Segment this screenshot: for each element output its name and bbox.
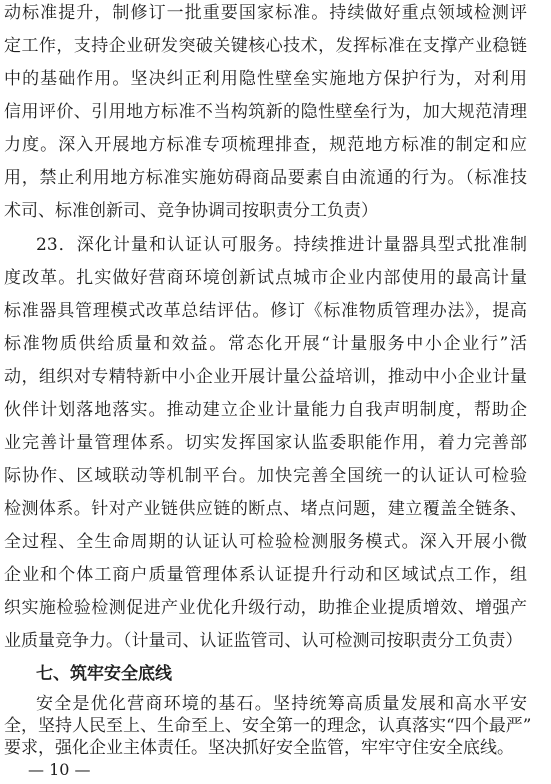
paragraph-22-line-2: 定工作，支持企业研发突破关键核心技术，发挥标准在支撑产业稳链 xyxy=(4,36,527,56)
paragraph-22-line-4: 信用评价、引用地方标准不当构筑新的隐性壁垒行为，加大规范清理 xyxy=(4,102,527,122)
paragraph-23-line-7: 业完善计量管理体系。切实发挥国家认监委职能作用，着力完善部 xyxy=(4,433,527,453)
section-7-line-1: 安全是优化营商环境的基石。坚持统筹高质量发展和高水平安 xyxy=(36,694,527,714)
paragraph-23-line-1: 23．深化计量和认证认可服务。持续推进计量器具型式批准制 xyxy=(36,235,527,255)
page-number: — 10 — xyxy=(28,760,91,779)
paragraph-23-line-12: 织实施检验检测促进产业优化升级行动，助推企业提质增效、增强产 xyxy=(4,598,527,618)
paragraph-22-line-5: 力度。深入开展地方标准专项梳理排查，规范地方标准的制定和应 xyxy=(4,135,527,155)
paragraph-23-line-8: 际协作、区域联动等机制平台。加快完善全国统一的认证认可检验 xyxy=(4,466,527,486)
paragraph-23-line-6: 伙伴计划落地落实。推动建立企业计量能力自我声明制度，帮助企 xyxy=(4,400,527,420)
paragraph-22-line-6: 用，禁止利用地方标准实施妨碍商品要素自由流通的行为。（标准技 xyxy=(4,168,527,188)
paragraph-23-line-5: 动，组织对专精特新中小企业开展计量公益培训，推动中小企业计量 xyxy=(4,367,527,387)
section-7-line-2: 全，坚持人民至上、生命至上、安全第一的理念，认真落实“四个最严” xyxy=(4,716,532,736)
paragraph-22-line-3: 中的基础作用。坚决纠正利用隐性壁垒实施地方保护行为，对利用 xyxy=(4,69,527,89)
paragraph-23-line-10: 全过程、全生命周期的认证认可检验检测服务模式。深入开展小微 xyxy=(4,532,527,552)
paragraph-23-line-11: 企业和个体工商户质量管理体系认证提升行动和区域试点工作，组 xyxy=(4,565,527,585)
paragraph-22-line-7: 术司、标准创新司、竞争协调司按职责分工负责） xyxy=(4,201,378,221)
paragraph-23-line-2: 度改革。扎实做好营商环境创新试点城市企业内部使用的最高计量 xyxy=(4,268,527,288)
paragraph-23-line-4: 标准物质供给质量和效益。常态化开展“计量服务中小企业行”活 xyxy=(4,334,527,354)
section-7-line-3: 要求，强化企业主体责任。坚决抓好安全监管，牢牢守住安全底线。 xyxy=(4,738,514,758)
paragraph-23-line-3: 标准器具管理模式改革总结评估。修订《标准物质管理办法》，提高 xyxy=(4,301,527,321)
paragraph-23-line-9: 检测体系。针对产业链供应链的断点、堵点问题，建立覆盖全链条、 xyxy=(4,499,527,519)
paragraph-22-line-1: 动标准提升，制修订一批重要国家标准。持续做好重点领域检测评 xyxy=(4,3,527,23)
paragraph-23-line-13: 业质量竞争力。（计量司、认证监管司、认可检测司按职责分工负责） xyxy=(4,631,523,651)
section-7-heading: 七、筑牢安全底线 xyxy=(36,664,172,684)
